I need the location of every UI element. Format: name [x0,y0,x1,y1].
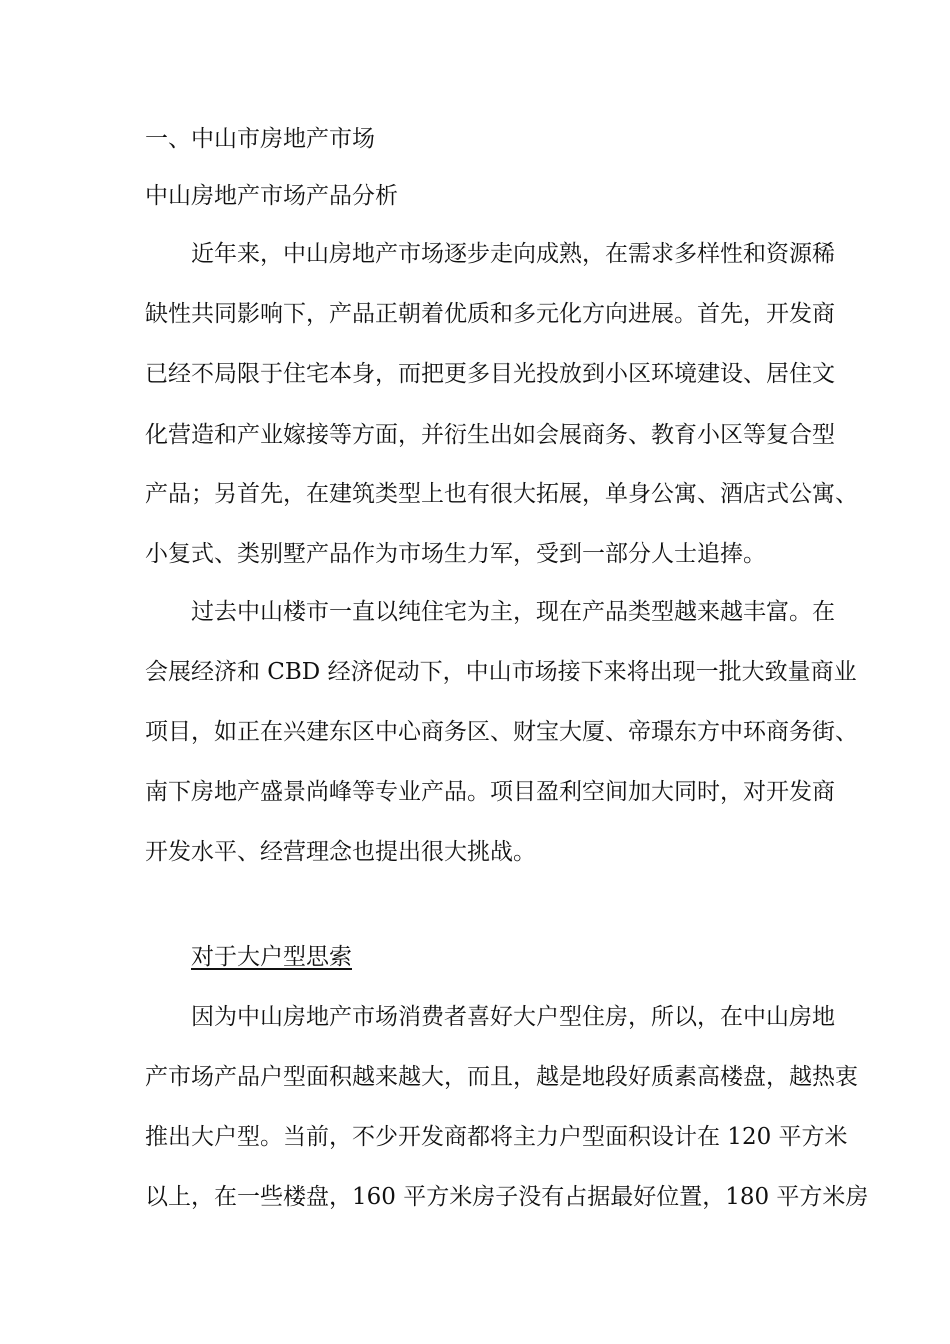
paragraph-line: 化营造和产业嫁接等方面，并衍生出如会展商务、教育小区等复合型 [145,422,835,448]
heading-section-1: 一、中山市房地产市场 [145,126,375,152]
paragraph-line: 过去中山楼市一直以纯住宅为主，现在产品类型越来越丰富。在 [191,599,835,625]
heading-product-analysis: 中山房地产市场产品分析 [145,183,398,209]
paragraph-line: 小复式、类别墅产品作为市场生力军，受到一部分人士追捧。 [145,541,766,567]
paragraph-line: 开发水平、经营理念也提出很大挑战。 [145,839,536,865]
paragraph-line: 因为中山房地产市场消费者喜好大户型住房，所以，在中山房地 [191,1004,835,1030]
paragraph-line: 已经不局限于住宅本身，而把更多目光投放到小区环境建设、居住文 [145,361,835,387]
paragraph-line: 近年来，中山房地产市场逐步走向成熟，在需求多样性和资源稀 [191,241,835,267]
paragraph-line: 推出大户型。当前，不少开发商都将主力户型面积设计在 120 平方米 [145,1124,848,1150]
paragraph-line: 产品；另首先，在建筑类型上也有很大拓展，单身公寓、酒店式公寓、 [145,481,858,507]
paragraph-line: 项目，如正在兴建东区中心商务区、财宝大厦、帝璟东方中环商务街、 [145,719,858,745]
paragraph-line: 南下房地产盛景尚峰等专业产品。项目盈利空间加大同时，对开发商 [145,779,835,805]
paragraph-line: 产市场产品户型面积越来越大，而且，越是地段好质素高楼盘，越热衷 [145,1064,858,1090]
paragraph-line: 会展经济和 CBD 经济促动下，中山市场接下来将出现一批大致量商业 [145,659,857,685]
subheading-large-unit: 对于大户型思索 [191,944,352,970]
paragraph-line: 以上，在一些楼盘，160 平方米房子没有占据最好位置，180 平方米房 [145,1184,869,1210]
paragraph-line: 缺性共同影响下，产品正朝着优质和多元化方向进展。首先，开发商 [145,301,835,327]
